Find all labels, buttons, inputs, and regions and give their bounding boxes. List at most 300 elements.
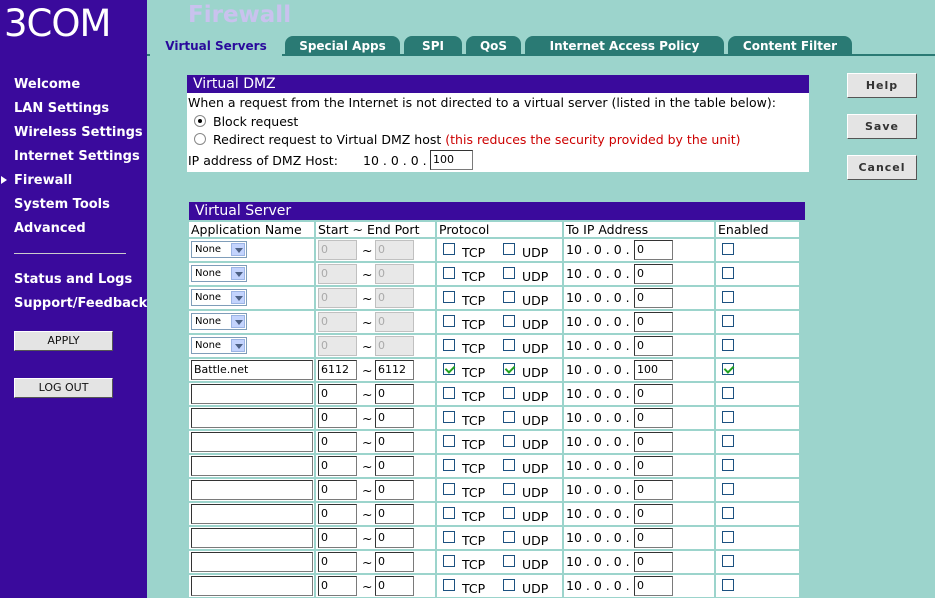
protocol-cell [437, 431, 562, 453]
virtual-server-panel [187, 202, 805, 598]
table-row [189, 383, 799, 405]
tcp-label: TCP [462, 293, 486, 308]
sidebar-item-support-feedback[interactable]: Support/Feedback [14, 296, 148, 311]
enabled-cell [716, 263, 799, 285]
udp-checkbox[interactable] [503, 507, 515, 519]
tcp-checkbox[interactable] [443, 339, 455, 351]
tcp-label: TCP [462, 557, 486, 572]
enabled-cell [716, 287, 799, 309]
tcp-label: TCP [462, 485, 486, 500]
udp-label: UDP [522, 365, 549, 380]
port-range-tilde: ~ [362, 291, 373, 306]
udp-checkbox[interactable] [503, 459, 515, 471]
application-select-value: None [195, 292, 222, 303]
table-row [189, 311, 799, 333]
start-port-input[interactable]: 0 [318, 384, 357, 404]
protocol-cell [437, 239, 562, 261]
to-ip-prefix: 10 . 0 . 0 . [566, 386, 630, 401]
table-row [189, 551, 799, 573]
to-ip-cell [564, 407, 714, 429]
to-ip-cell [564, 527, 714, 549]
to-ip-last-octet-input[interactable]: 0 [634, 456, 673, 476]
start-port-input[interactable]: 0 [318, 504, 357, 524]
udp-checkbox[interactable] [503, 291, 515, 303]
start-port-input[interactable]: 0 [318, 240, 357, 260]
tcp-label: TCP [462, 413, 486, 428]
to-ip-prefix: 10 . 0 . 0 . [566, 410, 630, 425]
virtual-dmz-header: Virtual DMZ [187, 75, 809, 93]
protocol-cell [437, 263, 562, 285]
end-port-input[interactable]: 0 [375, 384, 414, 404]
sidebar-item-lan-settings[interactable]: LAN Settings [14, 101, 110, 116]
brand-logo: 3COM [4, 2, 111, 45]
to-ip-cell [564, 551, 714, 573]
start-port-input[interactable]: 0 [318, 312, 357, 332]
table-row [189, 431, 799, 453]
col-port-range: Start ~ End Port [316, 222, 435, 237]
table-row [189, 263, 799, 285]
to-ip-last-octet-input[interactable]: 0 [634, 480, 673, 500]
tcp-label: TCP [462, 245, 486, 260]
protocol-cell [437, 455, 562, 477]
udp-label: UDP [522, 293, 549, 308]
protocol-cell [437, 575, 562, 597]
udp-checkbox[interactable] [503, 411, 515, 423]
end-port-input[interactable]: 0 [375, 504, 414, 524]
port-range-tilde: ~ [362, 339, 373, 354]
tcp-checkbox[interactable] [443, 507, 455, 519]
to-ip-cell [564, 311, 714, 333]
end-port-input[interactable]: 0 [375, 480, 414, 500]
enabled-checkbox[interactable] [722, 507, 734, 519]
redirect-dmz-warning: (this reduces the security provided by the unit) [445, 132, 741, 147]
sidebar-divider [14, 253, 126, 254]
application-name-cell [189, 263, 314, 285]
end-port-input[interactable]: 0 [375, 528, 414, 548]
application-name-cell [189, 359, 314, 381]
udp-label: UDP [522, 317, 549, 332]
port-range-cell [316, 383, 435, 405]
block-request-label: Block request [213, 114, 299, 129]
port-range-tilde: ~ [362, 459, 373, 474]
protocol-cell [437, 383, 562, 405]
cancel-button[interactable]: Cancel [847, 155, 917, 180]
table-row [189, 575, 799, 597]
port-range-cell [316, 527, 435, 549]
tcp-checkbox[interactable] [443, 243, 455, 255]
enabled-checkbox[interactable] [722, 483, 734, 495]
tab-spi[interactable]: SPI [404, 36, 462, 56]
port-range-tilde: ~ [362, 411, 373, 426]
tcp-label: TCP [462, 317, 486, 332]
port-range-tilde: ~ [362, 507, 373, 522]
application-select-value: None [195, 340, 222, 351]
protocol-cell [437, 311, 562, 333]
dmz-ip-prefix: 10 . 0 . 0 . [363, 153, 427, 168]
udp-label: UDP [522, 389, 549, 404]
udp-checkbox[interactable] [503, 339, 515, 351]
enabled-cell [716, 383, 799, 405]
udp-checkbox[interactable] [503, 315, 515, 327]
application-select[interactable] [191, 337, 247, 354]
application-name-cell [189, 311, 314, 333]
application-name-cell [189, 551, 314, 573]
sidebar [0, 0, 147, 598]
enabled-checkbox[interactable] [722, 291, 734, 303]
enabled-cell [716, 239, 799, 261]
enabled-checkbox[interactable] [722, 435, 734, 447]
sidebar-item-internet-settings[interactable]: Internet Settings [14, 149, 140, 164]
protocol-cell [437, 359, 562, 381]
udp-label: UDP [522, 245, 549, 260]
tab-special-apps[interactable]: Special Apps [285, 36, 400, 56]
to-ip-last-octet-input[interactable]: 0 [634, 312, 673, 332]
to-ip-last-octet-input[interactable]: 0 [634, 528, 673, 548]
start-port-input[interactable]: 0 [318, 432, 357, 452]
application-name-cell [189, 287, 314, 309]
redirect-dmz-label: Redirect request to Virtual DMZ host [213, 132, 442, 147]
udp-checkbox[interactable] [503, 435, 515, 447]
tcp-checkbox[interactable] [443, 555, 455, 567]
udp-label: UDP [522, 533, 549, 548]
table-row [189, 359, 799, 381]
application-name-cell [189, 431, 314, 453]
tcp-checkbox[interactable] [443, 291, 455, 303]
udp-label: UDP [522, 461, 549, 476]
port-range-tilde: ~ [362, 579, 373, 594]
port-range-tilde: ~ [362, 435, 373, 450]
tcp-label: TCP [462, 509, 486, 524]
to-ip-cell [564, 359, 714, 381]
application-name-input[interactable] [191, 528, 313, 548]
to-ip-prefix: 10 . 0 . 0 . [566, 458, 630, 473]
chevron-down-icon[interactable] [231, 291, 245, 304]
end-port-input[interactable]: 0 [375, 336, 414, 356]
application-name-input[interactable] [191, 384, 313, 404]
logout-button[interactable]: LOG OUT [14, 378, 113, 398]
enabled-cell [716, 503, 799, 525]
enabled-checkbox[interactable] [722, 243, 734, 255]
to-ip-cell [564, 455, 714, 477]
end-port-input[interactable]: 0 [375, 408, 414, 428]
tcp-label: TCP [462, 437, 486, 452]
start-port-input[interactable]: 0 [318, 288, 357, 308]
save-button[interactable]: Save [847, 114, 917, 139]
to-ip-prefix: 10 . 0 . 0 . [566, 434, 630, 449]
enabled-cell [716, 359, 799, 381]
application-name-input[interactable]: Battle.net [191, 360, 313, 380]
application-name-input[interactable] [191, 408, 313, 428]
col-application-name: Application Name [189, 222, 314, 237]
tcp-checkbox[interactable] [443, 363, 455, 375]
to-ip-prefix: 10 . 0 . 0 . [566, 314, 630, 329]
to-ip-last-octet-input[interactable]: 0 [634, 576, 673, 596]
tcp-label: TCP [462, 581, 486, 596]
enabled-cell [716, 455, 799, 477]
to-ip-cell [564, 503, 714, 525]
enabled-cell [716, 527, 799, 549]
application-select-value: None [195, 316, 222, 327]
port-range-cell [316, 455, 435, 477]
to-ip-prefix: 10 . 0 . 0 . [566, 362, 630, 377]
enabled-cell [716, 479, 799, 501]
to-ip-last-octet-input[interactable]: 0 [634, 288, 673, 308]
block-request-radio[interactable] [194, 115, 206, 127]
udp-label: UDP [522, 437, 549, 452]
to-ip-prefix: 10 . 0 . 0 . [566, 530, 630, 545]
application-name-input[interactable] [191, 504, 313, 524]
to-ip-cell [564, 239, 714, 261]
port-range-cell [316, 431, 435, 453]
chevron-down-icon[interactable] [231, 315, 245, 328]
dmz-ip-last-octet-input[interactable]: 100 [430, 150, 473, 170]
udp-label: UDP [522, 269, 549, 284]
application-name-input[interactable] [191, 552, 313, 572]
enabled-checkbox[interactable] [722, 531, 734, 543]
start-port-input[interactable]: 0 [318, 552, 357, 572]
col-to-ip-address: To IP Address [564, 222, 714, 237]
enabled-checkbox[interactable] [722, 339, 734, 351]
enabled-checkbox[interactable] [722, 267, 734, 279]
to-ip-last-octet-input[interactable]: 100 [634, 360, 673, 380]
tab-virtual-servers[interactable]: Virtual Servers [150, 36, 282, 58]
application-select[interactable] [191, 313, 247, 330]
enabled-checkbox[interactable] [722, 387, 734, 399]
table-row [189, 239, 799, 261]
port-range-tilde: ~ [362, 243, 373, 258]
chevron-down-icon[interactable] [231, 339, 245, 352]
end-port-input[interactable]: 0 [375, 552, 414, 572]
port-range-tilde: ~ [362, 267, 373, 282]
sidebar-item-advanced[interactable]: Advanced [14, 221, 86, 236]
protocol-cell [437, 503, 562, 525]
enabled-checkbox[interactable] [722, 555, 734, 567]
tcp-checkbox[interactable] [443, 411, 455, 423]
application-name-cell [189, 335, 314, 357]
chevron-down-icon[interactable] [231, 243, 245, 256]
page-title: Firewall [188, 2, 292, 28]
protocol-cell [437, 479, 562, 501]
to-ip-cell [564, 479, 714, 501]
tcp-label: TCP [462, 341, 486, 356]
protocol-cell [437, 335, 562, 357]
port-range-cell [316, 263, 435, 285]
to-ip-prefix: 10 . 0 . 0 . [566, 266, 630, 281]
port-range-cell [316, 575, 435, 597]
udp-checkbox[interactable] [503, 243, 515, 255]
to-ip-cell [564, 575, 714, 597]
to-ip-prefix: 10 . 0 . 0 . [566, 554, 630, 569]
to-ip-prefix: 10 . 0 . 0 . [566, 578, 630, 593]
to-ip-last-octet-input[interactable]: 0 [634, 432, 673, 452]
sidebar-item-status-and-logs[interactable]: Status and Logs [14, 272, 133, 287]
port-range-tilde: ~ [362, 483, 373, 498]
sidebar-item-wireless-settings[interactable]: Wireless Settings [14, 125, 143, 140]
port-range-cell [316, 479, 435, 501]
end-port-input[interactable]: 6112 [375, 360, 414, 380]
protocol-cell [437, 527, 562, 549]
enabled-checkbox[interactable] [722, 579, 734, 591]
enabled-checkbox[interactable] [722, 315, 734, 327]
tcp-checkbox[interactable] [443, 435, 455, 447]
to-ip-last-octet-input[interactable]: 0 [634, 384, 673, 404]
to-ip-prefix: 10 . 0 . 0 . [566, 290, 630, 305]
start-port-input[interactable]: 6112 [318, 360, 357, 380]
tcp-checkbox[interactable] [443, 531, 455, 543]
port-range-cell [316, 551, 435, 573]
to-ip-last-octet-input[interactable]: 0 [634, 408, 673, 428]
end-port-input[interactable]: 0 [375, 240, 414, 260]
tcp-checkbox[interactable] [443, 483, 455, 495]
start-port-input[interactable]: 0 [318, 576, 357, 596]
port-range-cell [316, 407, 435, 429]
application-select[interactable] [191, 289, 247, 306]
enabled-checkbox[interactable] [722, 411, 734, 423]
udp-checkbox[interactable] [503, 579, 515, 591]
application-name-input[interactable] [191, 432, 313, 452]
start-port-input[interactable]: 0 [318, 264, 357, 284]
tcp-label: TCP [462, 533, 486, 548]
port-range-tilde: ~ [362, 555, 373, 570]
help-button[interactable]: Help [847, 73, 917, 98]
enabled-cell [716, 575, 799, 597]
start-port-input[interactable]: 0 [318, 528, 357, 548]
udp-label: UDP [522, 413, 549, 428]
tcp-checkbox[interactable] [443, 315, 455, 327]
udp-checkbox[interactable] [503, 531, 515, 543]
sidebar-item-system-tools[interactable]: System Tools [14, 197, 110, 212]
application-name-cell [189, 407, 314, 429]
protocol-cell [437, 287, 562, 309]
apply-button[interactable]: APPLY [14, 331, 113, 351]
col-enabled: Enabled [716, 222, 799, 237]
tab-content-filter[interactable]: Content Filter [728, 36, 852, 56]
application-name-input[interactable] [191, 480, 313, 500]
to-ip-last-octet-input[interactable]: 0 [634, 264, 673, 284]
to-ip-cell [564, 431, 714, 453]
enabled-cell [716, 335, 799, 357]
application-name-cell [189, 383, 314, 405]
start-port-input[interactable]: 0 [318, 336, 357, 356]
redirect-dmz-option [213, 132, 741, 147]
end-port-input[interactable]: 0 [375, 432, 414, 452]
virtual-dmz-panel [187, 75, 809, 172]
to-ip-prefix: 10 . 0 . 0 . [566, 506, 630, 521]
port-range-tilde: ~ [362, 315, 373, 330]
to-ip-last-octet-input[interactable]: 0 [634, 552, 673, 572]
col-protocol: Protocol [437, 222, 562, 237]
tab-qos[interactable]: QoS [466, 36, 521, 56]
tab-internet-access-policy[interactable]: Internet Access Policy [525, 36, 724, 56]
application-select-value: None [195, 268, 222, 279]
end-port-input[interactable]: 0 [375, 456, 414, 476]
udp-label: UDP [522, 341, 549, 356]
to-ip-cell [564, 263, 714, 285]
enabled-cell [716, 551, 799, 573]
virtual-server-header: Virtual Server [189, 202, 805, 220]
enabled-checkbox[interactable] [722, 363, 734, 375]
enabled-checkbox[interactable] [722, 459, 734, 471]
chevron-down-icon[interactable] [231, 267, 245, 280]
port-range-cell [316, 239, 435, 261]
table-row [189, 455, 799, 477]
end-port-input[interactable]: 0 [375, 288, 414, 308]
to-ip-prefix: 10 . 0 . 0 . [566, 482, 630, 497]
to-ip-cell [564, 383, 714, 405]
port-range-cell [316, 359, 435, 381]
udp-label: UDP [522, 581, 549, 596]
table-row [189, 479, 799, 501]
udp-checkbox[interactable] [503, 483, 515, 495]
application-select-value: None [195, 244, 222, 255]
application-name-cell [189, 239, 314, 261]
application-name-cell [189, 503, 314, 525]
tcp-label: TCP [462, 365, 486, 380]
protocol-cell [437, 407, 562, 429]
enabled-cell [716, 407, 799, 429]
port-range-cell [316, 287, 435, 309]
application-select[interactable] [191, 241, 247, 258]
to-ip-prefix: 10 . 0 . 0 . [566, 338, 630, 353]
udp-label: UDP [522, 509, 549, 524]
udp-checkbox[interactable] [503, 387, 515, 399]
end-port-input[interactable]: 0 [375, 264, 414, 284]
tcp-checkbox[interactable] [443, 387, 455, 399]
start-port-input[interactable]: 0 [318, 408, 357, 428]
to-ip-last-octet-input[interactable]: 0 [634, 336, 673, 356]
application-select[interactable] [191, 265, 247, 282]
port-range-tilde: ~ [362, 531, 373, 546]
to-ip-prefix: 10 . 0 . 0 . [566, 242, 630, 257]
start-port-input[interactable]: 0 [318, 456, 357, 476]
to-ip-last-octet-input[interactable]: 0 [634, 240, 673, 260]
tcp-checkbox[interactable] [443, 579, 455, 591]
dmz-description: When a request from the Internet is not directed to a virtual server (listed in the table below): [188, 95, 776, 110]
udp-label: UDP [522, 485, 549, 500]
protocol-cell [437, 551, 562, 573]
virtual-server-table [187, 220, 801, 598]
tcp-label: TCP [462, 389, 486, 404]
tcp-label: TCP [462, 269, 486, 284]
table-row [189, 407, 799, 429]
application-name-input[interactable] [191, 456, 313, 476]
udp-label: UDP [522, 557, 549, 572]
tcp-checkbox[interactable] [443, 267, 455, 279]
port-range-cell [316, 311, 435, 333]
table-row [189, 503, 799, 525]
sidebar-item-welcome[interactable]: Welcome [14, 77, 81, 92]
port-range-cell [316, 335, 435, 357]
udp-checkbox[interactable] [503, 363, 515, 375]
end-port-input[interactable]: 0 [375, 312, 414, 332]
port-range-cell [316, 503, 435, 525]
sidebar-item-firewall[interactable]: Firewall [14, 173, 73, 188]
tcp-checkbox[interactable] [443, 459, 455, 471]
application-name-input[interactable] [191, 576, 313, 596]
port-range-tilde: ~ [362, 363, 373, 378]
table-row [189, 287, 799, 309]
start-port-input[interactable]: 0 [318, 480, 357, 500]
redirect-dmz-radio[interactable] [194, 133, 206, 145]
dmz-ip-label: IP address of DMZ Host: [188, 153, 338, 168]
port-range-tilde: ~ [362, 387, 373, 402]
to-ip-last-octet-input[interactable]: 0 [634, 504, 673, 524]
table-row [189, 527, 799, 549]
udp-checkbox[interactable] [503, 555, 515, 567]
enabled-cell [716, 431, 799, 453]
udp-checkbox[interactable] [503, 267, 515, 279]
end-port-input[interactable]: 0 [375, 576, 414, 596]
